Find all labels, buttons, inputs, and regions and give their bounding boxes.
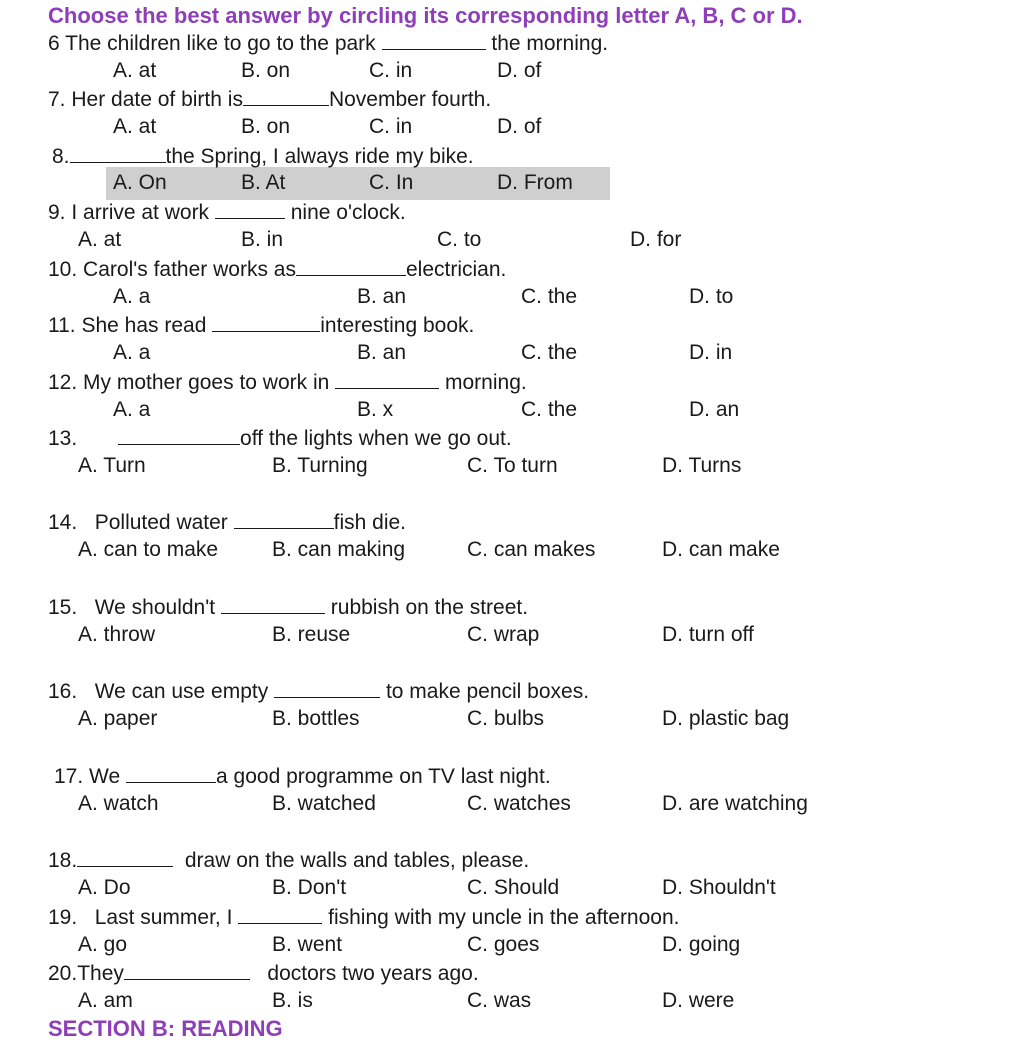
option-b[interactable]: B. is xyxy=(272,989,313,1012)
question-20: 20.They doctors two years ago. xyxy=(48,962,479,985)
option-d[interactable]: D. can make xyxy=(662,538,780,561)
option-a[interactable]: A. at xyxy=(113,59,157,82)
option-d[interactable]: D. Shouldn't xyxy=(662,876,776,899)
question-8: 8. the Spring, I always ride my bike. xyxy=(52,145,474,168)
option-b[interactable]: B. Turning xyxy=(272,454,368,477)
option-a[interactable]: A. a xyxy=(113,398,151,421)
option-a[interactable]: A. On xyxy=(113,171,167,194)
option-d[interactable]: D. in xyxy=(689,341,733,364)
answer-blank[interactable] xyxy=(274,679,380,698)
question-14: 14. Polluted water fish die. xyxy=(48,511,407,534)
option-d[interactable]: D. for xyxy=(630,228,682,251)
option-a[interactable]: A. Turn xyxy=(78,454,146,477)
answer-blank[interactable] xyxy=(215,200,285,219)
option-b[interactable]: B. on xyxy=(241,115,291,138)
question-12: 12. My mother goes to work in morning. xyxy=(48,371,527,394)
option-b[interactable]: B. an xyxy=(357,285,407,308)
answer-blank[interactable] xyxy=(296,257,406,276)
option-c[interactable]: C. goes xyxy=(467,933,540,956)
option-b[interactable]: B. can making xyxy=(272,538,406,561)
option-b[interactable]: B. in xyxy=(241,228,284,251)
option-a[interactable]: A. watch xyxy=(78,792,159,815)
option-d[interactable]: D. of xyxy=(497,59,542,82)
option-a[interactable]: A. go xyxy=(78,933,128,956)
option-d[interactable]: D. going xyxy=(662,933,741,956)
option-c[interactable]: C. watches xyxy=(467,792,571,815)
answer-blank[interactable] xyxy=(234,510,334,529)
option-c[interactable]: C. the xyxy=(521,398,578,421)
option-c[interactable]: C. in xyxy=(369,59,413,82)
option-a[interactable]: A. at xyxy=(78,228,122,251)
question-6: 6 The children like to go to the park the morning. xyxy=(48,32,609,55)
option-b[interactable]: B. watched xyxy=(272,792,376,815)
option-b[interactable]: B. Don't xyxy=(272,876,347,899)
option-b[interactable]: B. x xyxy=(357,398,394,421)
option-d[interactable]: D. are watching xyxy=(662,792,808,815)
question-11: 11. She has read interesting book. xyxy=(48,314,475,337)
question-17: 17. We a good programme on TV last night. xyxy=(54,765,551,788)
option-c[interactable]: C. can makes xyxy=(467,538,596,561)
option-d[interactable]: D. to xyxy=(689,285,734,308)
option-a[interactable]: A. a xyxy=(113,341,151,364)
option-c[interactable]: C. Should xyxy=(467,876,560,899)
answer-blank[interactable] xyxy=(77,848,173,867)
answer-blank[interactable] xyxy=(124,961,250,980)
question-18: 18. draw on the walls and tables, please. xyxy=(48,849,530,872)
option-a[interactable]: A. a xyxy=(113,285,151,308)
option-c[interactable]: C. to xyxy=(437,228,482,251)
option-a[interactable]: A. can to make xyxy=(78,538,219,561)
option-d[interactable]: D. Turns xyxy=(662,454,742,477)
option-d[interactable]: D. turn off xyxy=(662,623,754,646)
answer-blank[interactable] xyxy=(238,905,322,924)
option-a[interactable]: A. Do xyxy=(78,876,131,899)
answer-blank[interactable] xyxy=(70,144,166,163)
question-16: 16. We can use empty to make pencil boxes. xyxy=(48,680,590,703)
option-d[interactable]: D. were xyxy=(662,989,735,1012)
option-b[interactable]: B. reuse xyxy=(272,623,351,646)
option-d[interactable]: D. plastic bag xyxy=(662,707,790,730)
question-10: 10. Carol's father works as electrician. xyxy=(48,258,507,281)
answer-blank[interactable] xyxy=(212,313,320,332)
section-heading: SECTION B: READING xyxy=(48,1016,283,1041)
answer-blank[interactable] xyxy=(243,87,329,106)
option-b[interactable]: B. bottles xyxy=(272,707,360,730)
option-b[interactable]: B. At xyxy=(241,171,286,194)
answer-blank[interactable] xyxy=(382,31,486,50)
option-c[interactable]: C. In xyxy=(369,171,414,194)
instructions-heading: Choose the best answer by circling its corresponding letter A, B, C or D. xyxy=(48,3,803,28)
question-13: 13. off the lights when we go out. xyxy=(48,427,512,450)
option-c[interactable]: C. bulbs xyxy=(467,707,545,730)
answer-blank[interactable] xyxy=(335,370,439,389)
option-d[interactable]: D. From xyxy=(497,171,573,194)
question-19: 19. Last summer, I fishing with my uncle in the afternoon. xyxy=(48,906,680,929)
option-a[interactable]: A. at xyxy=(113,115,157,138)
option-a[interactable]: A. paper xyxy=(78,707,158,730)
option-b[interactable]: B. an xyxy=(357,341,407,364)
option-c[interactable]: C. the xyxy=(521,341,578,364)
answer-blank[interactable] xyxy=(118,426,240,445)
option-b[interactable]: B. went xyxy=(272,933,343,956)
option-c[interactable]: C. the xyxy=(521,285,578,308)
option-c[interactable]: C. was xyxy=(467,989,532,1012)
question-7: 7. Her date of birth is November fourth. xyxy=(48,88,492,111)
question-15: 15. We shouldn't rubbish on the street. xyxy=(48,596,529,619)
option-c[interactable]: C. in xyxy=(369,115,413,138)
option-d[interactable]: D. an xyxy=(689,398,740,421)
option-a[interactable]: A. am xyxy=(78,989,133,1012)
answer-blank[interactable] xyxy=(126,764,216,783)
question-9: 9. I arrive at work nine o'clock. xyxy=(48,201,406,224)
option-a[interactable]: A. throw xyxy=(78,623,156,646)
option-c[interactable]: C. To turn xyxy=(467,454,558,477)
answer-blank[interactable] xyxy=(221,595,325,614)
option-c[interactable]: C. wrap xyxy=(467,623,540,646)
option-d[interactable]: D. of xyxy=(497,115,542,138)
option-b[interactable]: B. on xyxy=(241,59,291,82)
